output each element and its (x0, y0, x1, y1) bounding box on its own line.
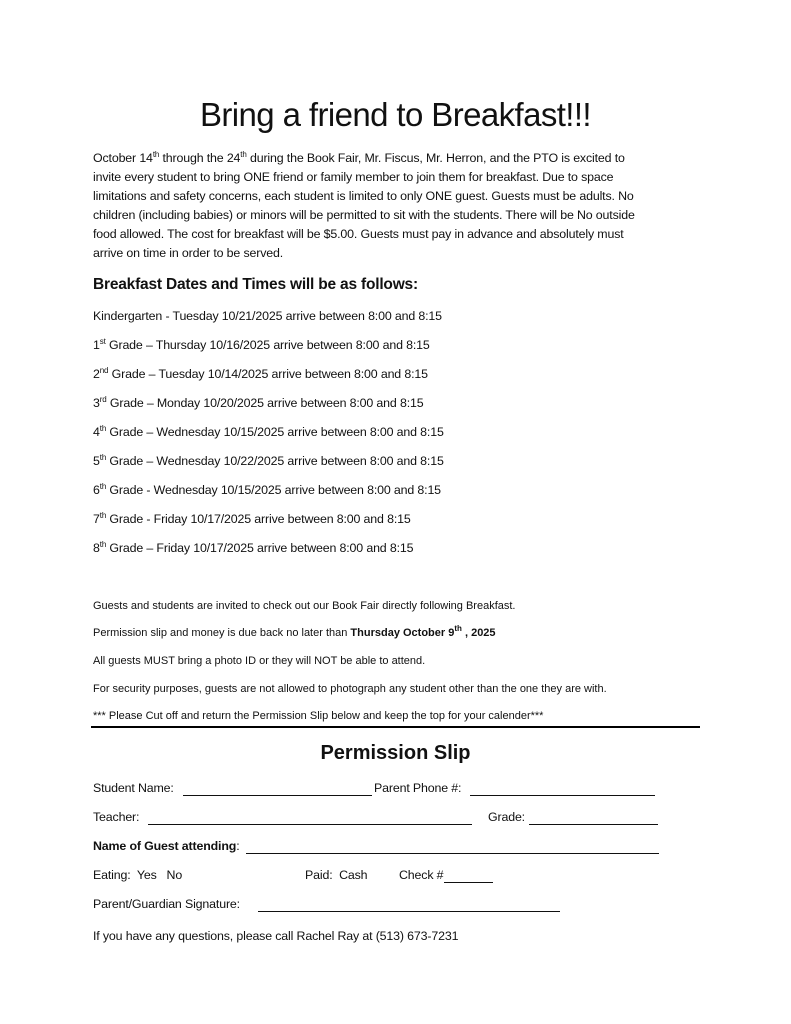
schedule-item (93, 483, 441, 497)
intro-line: food allowed. The cost for breakfast will be $5.00. Guests must pay in advance and absolutely must (93, 227, 624, 241)
schedule-item (93, 541, 413, 555)
student-name-field[interactable] (183, 795, 372, 796)
grade-number: 7 (93, 512, 100, 526)
superscript: th (99, 511, 107, 520)
superscript: th (99, 453, 107, 462)
teacher-label: Teacher: (93, 810, 140, 824)
intro-line: limitations and safety concerns, each student is limited to only ONE guest. Guests must be adults. No (93, 189, 634, 203)
note-text: Permission slip and money is due back no later than (93, 627, 351, 639)
parent-phone-label: Parent Phone #: (374, 781, 462, 795)
signature-label: Parent/Guardian Signature: (93, 897, 240, 911)
superscript: rd (99, 395, 107, 404)
superscript: th (240, 150, 247, 159)
parent-phone-field[interactable] (470, 795, 655, 796)
intro-line: arrive on time in order to be served. (93, 246, 284, 260)
note-bookfair: Guests and students are invited to check out our Book Fair directly following Breakfast. (93, 600, 516, 612)
intro-line (93, 151, 625, 165)
superscript: th (99, 482, 107, 491)
intro-text: through the 24 (159, 151, 241, 165)
grade-field[interactable] (529, 824, 658, 825)
schedule-text: Grade – Wednesday 10/22/2025 arrive between 8:00 and 8:15 (106, 454, 444, 468)
grade-number: 8 (93, 541, 100, 555)
schedule-item (93, 396, 423, 410)
grade-number: 1 (93, 338, 100, 352)
page-title: Bring a friend to Breakfast!!! (199, 96, 592, 133)
grade-number: 4 (93, 425, 100, 439)
grade-number: 5 (93, 454, 100, 468)
due-date: Thursday October 9 (350, 627, 455, 639)
schedule-item (93, 512, 411, 526)
note-security: For security purposes, guests are not allowed to photograph any student other than the one they are with. (93, 683, 607, 695)
intro-line: children (including babies) or minors will be permitted to sit with the students. There will be No outside (93, 208, 635, 222)
intro-text: during the Book Fair, Mr. Fiscus, Mr. Herron, and the PTO is excited to (246, 151, 625, 165)
superscript: nd (99, 366, 109, 375)
note-photo-id: All guests MUST bring a photo ID or they will NOT be able to attend. (93, 655, 426, 667)
superscript: th (99, 424, 107, 433)
grade-label: Grade: (488, 810, 525, 824)
schedule-item (93, 367, 428, 381)
schedule-text: Grade - Wednesday 10/15/2025 arrive between 8:00 and 8:15 (106, 483, 441, 497)
schedule-text: Grade - Friday 10/17/2025 arrive between 8:00 and 8:15 (106, 512, 411, 526)
signature-field[interactable] (258, 911, 560, 912)
check-number-field[interactable] (444, 882, 493, 883)
schedule-text: Grade – Thursday 10/16/2025 arrive between 8:00 and 8:15 (105, 338, 430, 352)
grade-number: 2 (93, 367, 100, 381)
superscript: st (99, 337, 106, 346)
guest-name-field[interactable] (246, 853, 659, 854)
paid-cash-option[interactable]: Paid: Cash (305, 868, 368, 882)
slip-title: Permission Slip (320, 742, 471, 764)
schedule-item (93, 309, 442, 323)
due-year: , 2025 (461, 627, 496, 639)
schedule-item (93, 454, 444, 468)
cut-line-divider (91, 726, 700, 728)
superscript: th (152, 150, 160, 159)
schedule-text: Kindergarten - Tuesday 10/21/2025 arrive between 8:00 and 8:15 (93, 309, 442, 323)
schedule-text: Grade – Wednesday 10/15/2025 arrive between 8:00 and 8:15 (106, 425, 444, 439)
schedule-heading: Breakfast Dates and Times will be as follows: (93, 276, 418, 293)
schedule-text: Grade – Tuesday 10/14/2025 arrive between 8:00 and 8:15 (108, 367, 428, 381)
student-name-label: Student Name: (93, 781, 174, 795)
guest-name-label-text: Name of Guest attending (93, 839, 237, 853)
eating-options[interactable]: Eating: Yes No (93, 868, 183, 882)
schedule-item (93, 338, 430, 352)
teacher-field[interactable] (148, 824, 472, 825)
schedule-item (93, 425, 444, 439)
note-cutoff: *** Please Cut off and return the Permission Slip below and keep the top for your calender*** (93, 710, 544, 722)
superscript: th (454, 624, 462, 633)
grade-number: 3 (93, 396, 100, 410)
guest-name-label (93, 839, 239, 853)
intro-text: October 14 (93, 151, 153, 165)
note-due-date (93, 624, 496, 639)
colon: : (236, 839, 240, 853)
schedule-text: Grade – Monday 10/20/2025 arrive between 8:00 and 8:15 (106, 396, 424, 410)
intro-line: invite every student to bring ONE friend or family member to join them for breakfast. Due to space (93, 170, 614, 184)
questions-contact: If you have any questions, please call Rachel Ray at (513) 673-7231 (93, 929, 459, 943)
schedule-text: Grade – Friday 10/17/2025 arrive between 8:00 and 8:15 (106, 541, 414, 555)
grade-number: 6 (93, 483, 100, 497)
superscript: th (99, 540, 107, 549)
check-label: Check # (399, 868, 444, 882)
